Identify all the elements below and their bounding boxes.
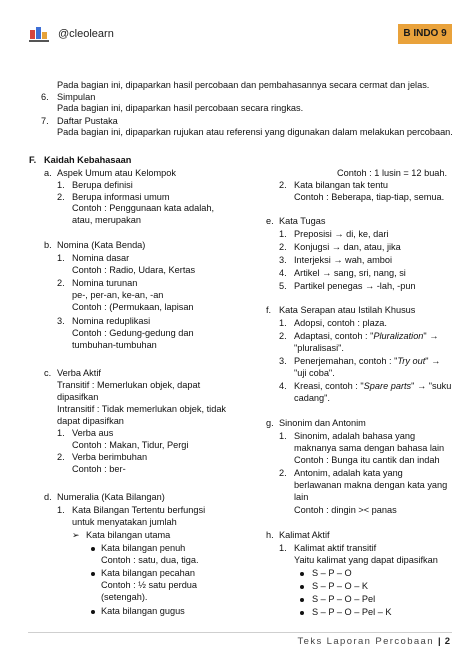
text-line: Contoh : Gedung-gedung dan (72, 328, 194, 338)
subheading: Kalimat Aktif (279, 530, 330, 540)
text-line: Penerjemahan, contoh : "Try out" → (294, 356, 441, 366)
text-line: Contoh : ber- (72, 464, 126, 474)
text-line: Sinonim, adalah bahasa yang (294, 431, 416, 441)
text-line: Yaitu kalimat yang dapat dipasifkan (294, 555, 438, 565)
subheading: Kata Serapan atau Istilah Khusus (279, 305, 416, 315)
text-line: "uji coba". (294, 368, 335, 378)
text-line: Preposisi → di, ke, dari (294, 229, 389, 239)
text-line: Kata bilangan pecahan (101, 568, 195, 578)
page-footer (298, 636, 451, 647)
text-line: Contoh : ½ satu perdua (101, 580, 198, 590)
text-line: tumbuhan-tumbuhan (72, 340, 157, 350)
subheading: Sinonim dan Antonim (279, 418, 366, 428)
bullet-icon (300, 611, 304, 615)
list-number: 4. (279, 268, 287, 278)
list-letter: f. (266, 305, 272, 315)
text-line: "pluralisasi". (294, 343, 344, 353)
text-line: atau, merupakan (72, 215, 141, 225)
list-number: 2. (57, 192, 65, 202)
subheading: Verba Aktif (57, 368, 101, 378)
list-number: 1. (57, 180, 65, 190)
subheading: Aspek Umum atau Kelompok (57, 168, 176, 178)
text-line: Contoh : dingin >< panas (294, 505, 397, 515)
text-line: Konjugsi → dan, atau, jika (294, 242, 401, 252)
section-title: Kaidah Kebahasaan (44, 155, 132, 165)
text-line: S – P – O – K (312, 581, 369, 591)
text-line: Partikel penegas → -lah, -pun (294, 281, 416, 291)
text-line: Kalimat aktif transitif (294, 543, 377, 553)
list-letter: e. (266, 216, 274, 226)
text-line: Contoh : Penggunaan kata adalah, (72, 203, 215, 213)
list-letter: a. (44, 168, 52, 178)
subject-badge: B INDO 9 (398, 24, 452, 44)
text-line: Contoh : (Permukaan, lapisan (72, 302, 194, 312)
account-handle: @cleolearn (58, 28, 114, 40)
text-line: Kata bilangan tak tentu (294, 180, 388, 190)
text-line: Interjeksi → wah, amboi (294, 255, 393, 265)
list-number: 1. (279, 431, 287, 441)
list-letter: b. (44, 240, 52, 250)
text-line: cadang". (294, 393, 330, 403)
text-line: lain (294, 492, 309, 502)
list-number: 2. (279, 331, 287, 341)
list-number: 2. (57, 278, 65, 288)
text-line: (setengah). (101, 592, 148, 602)
text-line: Contoh : Bunga itu cantik dan indah (294, 455, 440, 465)
list-number: 5. (279, 281, 287, 291)
text-line: pe-, per-an, ke-an, -an (72, 290, 164, 300)
bullet-icon (300, 598, 304, 602)
list-number: 3. (57, 316, 65, 326)
text-line: maknanya sama dengan bahasa lain (294, 443, 445, 453)
text-line: Antonim, adalah kata yang (294, 468, 403, 478)
text-line: Pada bagian ini, dipaparkan hasil percobaan dan pembahasannya secara cermat dan jelas. (57, 80, 430, 90)
text-line: Contoh : Radio, Udara, Kertas (72, 265, 196, 275)
list-number: 1. (57, 505, 65, 515)
text-line: Nomina dasar (72, 253, 130, 263)
text-line: untuk menyatakan jumlah (72, 517, 177, 527)
text-line: S – P – O (312, 568, 352, 578)
cleolearn-logo-icon (28, 24, 50, 46)
text-line: Kata Bilangan Tertentu berfungsi (72, 505, 206, 515)
text-line: S – P – O – Pel (312, 594, 376, 604)
page-number: 2 (444, 636, 450, 647)
text-line: berlawanan makna dengan kata yang (294, 480, 448, 490)
subheading: Kata Tugas (279, 216, 326, 226)
section-heading: Simpulan (57, 92, 96, 102)
text-line: Kata bilangan penuh (101, 543, 186, 553)
list-letter: c. (44, 368, 52, 378)
text-line: Contoh : 1 lusin = 12 buah. (337, 168, 448, 178)
list-number: 1. (279, 229, 287, 239)
text-line: Pada bagian ini, dipaparkan rujukan atau referensi yang digunakan dalam melakukan percobaan. (57, 127, 453, 137)
list-number: 4. (279, 381, 287, 391)
bullet-icon (91, 572, 95, 576)
text-line: Kreasi, contoh : "Spare parts" → "suku (294, 381, 452, 391)
subheading: Nomina (Kata Benda) (57, 240, 146, 250)
footer-title: Teks Laporan Percobaan (297, 636, 434, 647)
list-number: 2. (279, 242, 287, 252)
list-number: 1. (57, 428, 65, 438)
text-line: Kata bilangan utama (86, 530, 171, 540)
text-line: Adaptasi, contoh : "Pluralization" → (294, 331, 439, 341)
text-line: S – P – O – Pel – K (312, 607, 392, 617)
arrow-bullet-icon: ➢ (72, 530, 80, 540)
text-line: Contoh : Beberapa, tiap-tiap, semua. (294, 192, 445, 202)
text-line: Intransitif : Tidak memerlukan objek, tidak (57, 404, 227, 414)
list-number: 2. (279, 468, 287, 478)
text-line: Pada bagian ini, dipaparkan hasil percobaan secara ringkas. (57, 103, 304, 113)
list-number: 7. (41, 116, 49, 126)
list-letter: h. (266, 530, 274, 540)
bullet-icon (300, 572, 304, 576)
list-number: 2. (279, 180, 287, 190)
list-letter: d. (44, 492, 52, 502)
section-letter: F. (29, 155, 37, 165)
text-line: dipasifkan (57, 392, 99, 402)
text-line: Contoh : satu, dua, tiga. (101, 555, 199, 565)
list-number: 3. (279, 255, 287, 265)
text-line: Berupa definisi (72, 180, 133, 190)
bullet-icon (91, 547, 95, 551)
text-line: Contoh : Makan, Tidur, Pergi (72, 440, 189, 450)
text-line: Berupa informasi umum (72, 192, 170, 202)
section-heading: Daftar Pustaka (57, 116, 118, 126)
list-number: 6. (41, 92, 49, 102)
list-number: 1. (57, 253, 65, 263)
list-number: 1. (279, 543, 287, 553)
list-number: 1. (279, 318, 287, 328)
text-line: Artikel → sang, sri, nang, si (294, 268, 406, 278)
bullet-icon (300, 585, 304, 589)
bullet-icon (91, 610, 95, 614)
list-number: 2. (57, 452, 65, 462)
text-line: Verba aus (72, 428, 114, 438)
text-line: Adopsi, contoh : plaza. (294, 318, 387, 328)
footer-separator: | (437, 636, 441, 647)
text-line: Transitif : Memerlukan objek, dapat (57, 380, 201, 390)
text-line: dapat dipasifkan (57, 416, 124, 426)
footer-divider (28, 632, 452, 633)
text-line: Verba berimbuhan (72, 452, 148, 462)
text-line: Nomina reduplikasi (72, 316, 151, 326)
text-line: Kata bilangan gugus (101, 606, 185, 616)
list-number: 3. (279, 356, 287, 366)
subheading: Numeralia (Kata Bilangan) (57, 492, 165, 502)
text-line: Nomina turunan (72, 278, 138, 288)
list-letter: g. (266, 418, 274, 428)
